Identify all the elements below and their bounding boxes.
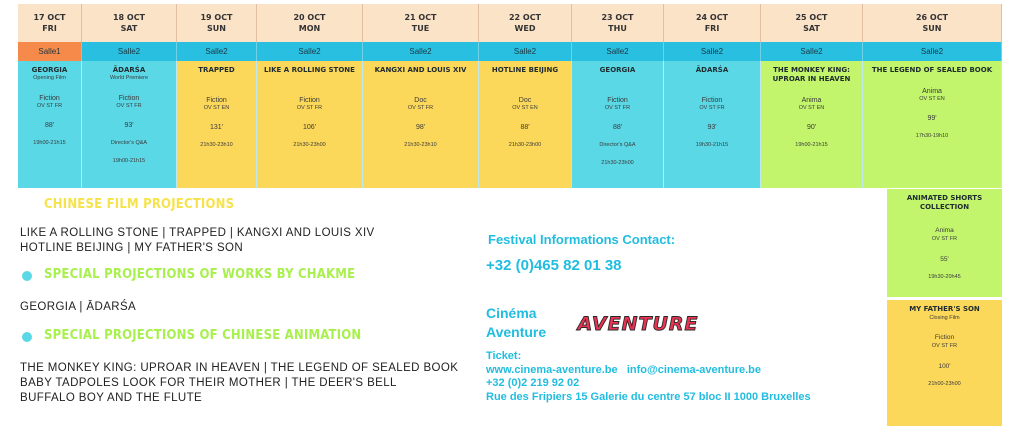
film-title: GEORGIA [599, 66, 636, 74]
ticket-info [486, 350, 811, 404]
chinese-section-line-1: LIKE A ROLLING STONE | TRAPPED | KANGXI AND LOUIS XIV [20, 227, 375, 239]
film-length: 100' [938, 363, 951, 370]
film-title: LIKE A ROLLING STONE [264, 66, 355, 74]
film-genre: Fiction [701, 97, 723, 104]
film-length: 93' [124, 122, 134, 129]
film-time: 21h30-23h10 [404, 142, 437, 148]
bullet-icon [22, 332, 32, 342]
email-link[interactable]: info@cinema-aventure.be [626, 363, 762, 376]
room-row [18, 42, 1002, 61]
film-genre: Fiction [934, 334, 955, 341]
film-subtitle: World Premiere [109, 75, 149, 81]
film-card[interactable] [363, 61, 479, 188]
film-time: 21h30-23h00 [293, 142, 326, 148]
date-header-cell [479, 4, 572, 42]
film-time: 19h00-21h15 [33, 140, 66, 146]
film-length: 88' [520, 124, 530, 131]
date-label: 17 OCT [33, 13, 66, 22]
film-card[interactable] [863, 61, 1002, 188]
film-time: 21h00-23h00 [928, 381, 961, 387]
film-genre: Anima [801, 97, 822, 104]
film-time: 19h30-20h45 [928, 274, 961, 280]
date-label: 26 OCT [915, 13, 949, 22]
film-extra: Director's Q&A [599, 142, 636, 148]
date-header-cell [863, 4, 1002, 42]
date-header-cell [761, 4, 863, 42]
film-language: OV ST FR [116, 103, 142, 109]
film-language: OV ST FR [931, 236, 958, 242]
film-length: 93' [707, 124, 717, 131]
date-header-row [18, 4, 1002, 42]
weekday-label: MON [298, 24, 321, 33]
film-length: 90' [806, 124, 817, 131]
film-time: 21h30-23h00 [601, 160, 634, 166]
film-time: 19h00-21h15 [795, 142, 828, 148]
film-length: 99' [927, 115, 937, 122]
film-title: HOTLINE BEIJING [491, 66, 559, 74]
room-cell: Salle1 [18, 42, 82, 61]
date-label: 20 OCT [293, 13, 326, 22]
film-length: 106' [302, 124, 316, 131]
date-header-cell [177, 4, 257, 42]
weekday-label: SAT [120, 24, 138, 33]
film-length: 88' [612, 124, 623, 131]
film-language: OV ST FR [931, 343, 958, 349]
film-language: OV ST FR [407, 105, 434, 111]
weekday-label: TUE [411, 24, 430, 33]
ticket-phone[interactable]: +32 (0)2 219 92 02 [486, 377, 580, 389]
date-label: 24 OCT [695, 13, 729, 22]
film-card[interactable] [177, 61, 257, 188]
weekday-label: THU [608, 24, 627, 33]
chakme-section-line-1: GEORGIA | ĀDARŚA [20, 301, 137, 313]
film-title: ĀDARŚA [112, 66, 146, 74]
room-cell: Salle2 [761, 42, 863, 61]
film-length: 98' [415, 124, 426, 131]
animation-section-line-1: THE MONKEY KING: UPROAR IN HEAVEN | THE LEGEND OF SEALED BOOK [20, 362, 459, 374]
room-cell: Salle2 [177, 42, 257, 61]
room-cell: Salle2 [664, 42, 761, 61]
date-label: 18 OCT [112, 13, 146, 22]
cinema-name-line-2: Aventure [486, 324, 547, 340]
weekday-label: FRI [42, 24, 57, 33]
film-extra: Director's Q&A [110, 140, 148, 146]
film-length: 55' [940, 256, 949, 263]
film-card[interactable] [18, 61, 82, 188]
film-title: THE MONKEY KING: UPROAR IN HEAVEN [772, 66, 851, 83]
film-genre: Fiction [607, 97, 628, 104]
film-title: TRAPPED [198, 66, 235, 74]
film-genre: Anima [922, 88, 942, 95]
film-genre: Doc [414, 97, 427, 104]
website-link[interactable]: www.cinema-aventure.be [486, 363, 618, 376]
film-genre: Fiction [206, 97, 227, 104]
room-cell: Salle2 [257, 42, 363, 61]
room-cell: Salle2 [572, 42, 664, 61]
film-card[interactable] [887, 300, 1002, 426]
svg-text:AVENTURE: AVENTURE [577, 313, 699, 335]
address: Rue des Fripiers 15 Galerie du centre 57 bloc II 1000 Bruxelles [486, 390, 811, 403]
weekday-label: SUN [207, 24, 226, 33]
film-language: OV ST EN [203, 105, 230, 111]
film-genre: Fiction [299, 97, 320, 104]
film-card[interactable] [82, 61, 177, 188]
film-card[interactable] [664, 61, 761, 188]
date-header-cell [18, 4, 82, 42]
film-genre: Anima [935, 227, 954, 234]
film-language: OV ST EN [798, 105, 825, 111]
weekday-label: SUN [922, 24, 942, 33]
date-header-cell [363, 4, 479, 42]
film-genre: Fiction [118, 95, 140, 102]
chinese-section-line-2: HOTLINE BEIJING | MY FATHER'S SON [20, 242, 244, 254]
date-header-cell [257, 4, 363, 42]
date-header-cell [82, 4, 177, 42]
chinese-section-title: CHINESE FILM PROJECTIONS [44, 197, 235, 212]
date-header-cell [572, 4, 664, 42]
date-label: 21 OCT [404, 13, 437, 22]
film-language: OV ST FR [699, 105, 725, 111]
films-row [18, 61, 1002, 188]
schedule-grid [18, 4, 1002, 188]
film-title: GEORGIA [31, 66, 68, 74]
chakme-section-title: SPECIAL PROJECTIONS OF WORKS BY CHAKME [44, 267, 356, 282]
film-title: KANGXI AND LOUIS XIV [374, 66, 467, 74]
film-language: OV ST FR [36, 103, 63, 109]
film-length: 88' [44, 122, 55, 129]
film-time: 19h30-21h15 [695, 142, 729, 148]
ticket-label: Ticket: [486, 350, 522, 362]
film-genre: Doc [518, 97, 532, 104]
contact-title: Festival Informations Contact: [488, 232, 676, 247]
date-label: 22 OCT [508, 13, 542, 22]
date-label: 25 OCT [795, 13, 828, 22]
aventure-logo [575, 307, 701, 339]
weekday-label: WED [514, 24, 536, 33]
date-label: 23 OCT [601, 13, 634, 22]
film-subtitle: Opening Film [33, 75, 66, 81]
date-header-cell [664, 4, 761, 42]
film-title: THE LEGEND OF SEALED BOOK [871, 66, 993, 74]
cinema-name [486, 304, 546, 342]
film-title: ĀDARŚA [695, 66, 729, 74]
film-language: OV ST FR [604, 105, 631, 111]
room-cell: Salle2 [82, 42, 177, 61]
film-card[interactable] [887, 189, 1002, 297]
film-card[interactable] [572, 61, 664, 188]
cinema-name-line-1: Cinéma [486, 305, 537, 321]
date-label: 19 OCT [200, 13, 233, 22]
film-title: ANIMATED SHORTS COLLECTION [906, 194, 983, 211]
film-card[interactable] [761, 61, 863, 188]
film-card[interactable] [479, 61, 572, 188]
contact-phone[interactable]: +32 (0)465 82 01 38 [486, 257, 622, 274]
room-cell: Salle2 [363, 42, 479, 61]
film-card[interactable] [257, 61, 363, 188]
animation-section-line-2: BABY TADPOLES LOOK FOR THEIR MOTHER | THE DEER'S BELL [20, 377, 397, 389]
film-length: 131' [209, 124, 223, 131]
film-time: 19h00-21h15 [112, 158, 146, 164]
film-time: 21h30-23h10 [200, 142, 233, 148]
animation-section-line-3: BUFFALO BOY AND THE FLUTE [20, 392, 203, 404]
film-time: 21h30-23h00 [508, 142, 542, 148]
room-cell: Salle2 [863, 42, 1002, 61]
film-subtitle: Closing Film [929, 315, 960, 321]
weekday-label: FRI [704, 24, 720, 33]
film-genre: Fiction [39, 95, 60, 102]
bullet-icon [22, 271, 32, 281]
room-cell: Salle2 [479, 42, 572, 61]
film-title: MY FATHER'S SON [909, 305, 980, 313]
film-language: OV ST EN [919, 96, 945, 102]
weekday-label: SAT [803, 24, 820, 33]
film-language: OV ST FR [296, 105, 323, 111]
animation-section-title: SPECIAL PROJECTIONS OF CHINESE ANIMATION [44, 328, 362, 343]
film-language: OV ST EN [512, 105, 538, 111]
film-time: 17h30-19h10 [915, 133, 949, 139]
